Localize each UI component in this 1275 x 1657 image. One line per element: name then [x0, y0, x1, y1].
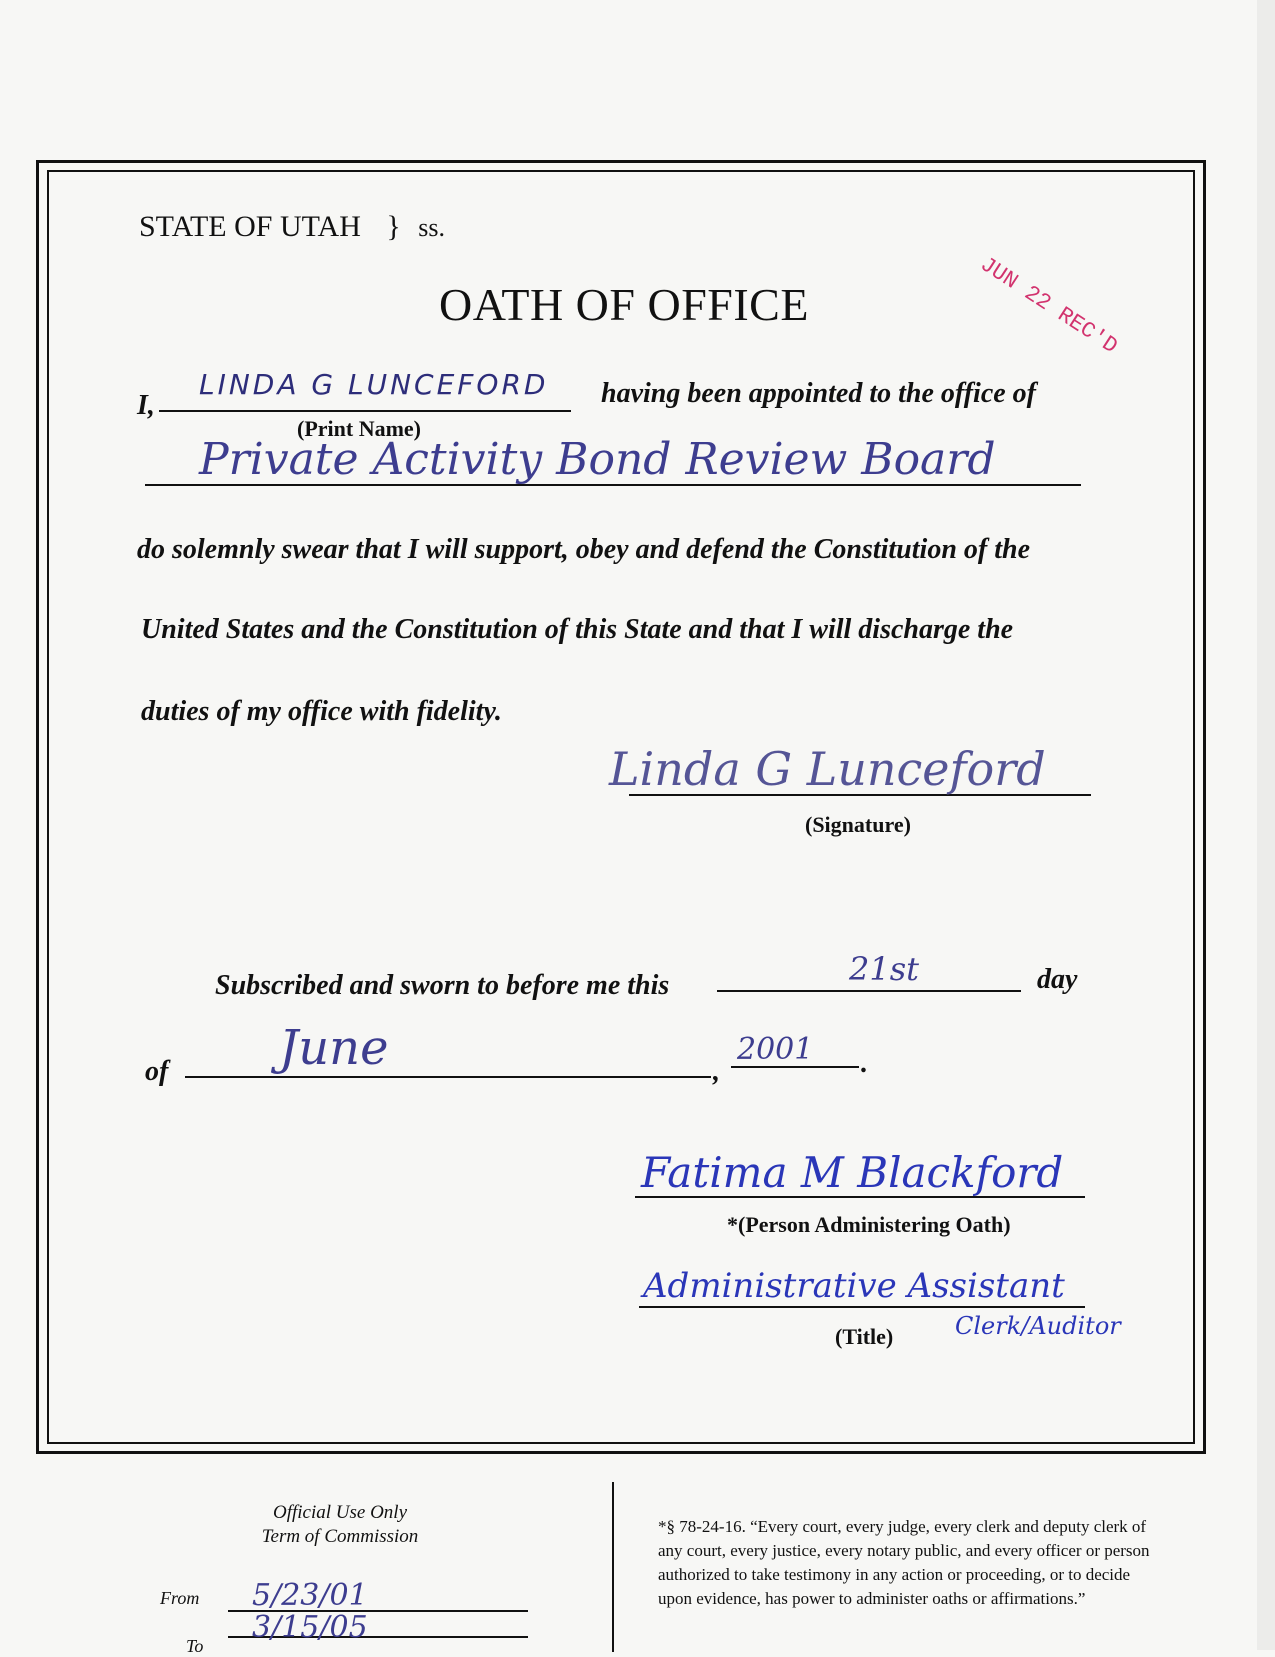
day-line [717, 990, 1021, 992]
oath-text-line-3: duties of my office with fidelity. [141, 696, 502, 727]
month-value: June [279, 1020, 389, 1076]
signature-caption: (Signature) [805, 812, 911, 837]
title-note: Clerk/Auditor [955, 1312, 1121, 1340]
term-of-commission-heading: Term of Commission [261, 1526, 419, 1547]
i-label: I, [137, 390, 155, 421]
name-line [159, 410, 571, 412]
from-label: From [160, 1588, 200, 1608]
administrator-value: Fatima M Blackford [641, 1148, 1064, 1197]
appointed-text: having been appointed to the office of [601, 378, 1036, 409]
to-label: To [186, 1636, 204, 1656]
day-value: 21st [849, 950, 919, 988]
title-caption: (Title) [835, 1324, 894, 1349]
subscribed-text: Subscribed and sworn to before me this [215, 970, 670, 1001]
bottom-section [0, 1460, 1275, 1656]
month-line [185, 1076, 711, 1078]
signature-value: Linda G Lunceford [609, 742, 1046, 796]
oath-text-line-1: do solemnly swear that I will support, obey and defend the Constitution of the [137, 534, 1030, 565]
name-caption: (Print Name) [297, 416, 422, 441]
received-stamp: JUN 22 REC'D [975, 252, 1122, 360]
year-value: 2001 [737, 1032, 814, 1067]
statute-footnote: *§ 78-24-16. “Every court, every judge, every clerk and deputy clerk of any court, every justice, every notary public, and every officer or person authorized to take testimony in any action or proceeding, or to decide upon evidence, has power to administer oaths or affirmations.” [658, 1517, 1150, 1608]
state-name: STATE OF UTAH [139, 210, 361, 243]
state-brace: } [386, 210, 401, 243]
state-heading [139, 210, 445, 244]
bottom-divider [612, 1482, 614, 1652]
official-use-heading: Official Use Only [272, 1502, 408, 1523]
oath-form-frame [36, 160, 1206, 1454]
from-value: 5/23/01 [252, 1578, 368, 1613]
to-value: 3/15/05 [252, 1610, 368, 1645]
administrator-caption: *(Person Administering Oath) [727, 1212, 1011, 1237]
day-label: day [1037, 964, 1078, 995]
name-value: LINDA G LUNCEFORD [199, 368, 549, 401]
office-value: Private Activity Bond Review Board [199, 434, 996, 485]
document-title: OATH OF OFFICE [439, 279, 809, 330]
state-ss: ss. [418, 213, 446, 242]
title-line [639, 1306, 1085, 1308]
comma: , [713, 1056, 720, 1087]
of-label: of [145, 1056, 169, 1087]
oath-text-line-2: United States and the Constitution of this State and that I will discharge the [141, 614, 1014, 645]
oath-form-inner-frame [47, 170, 1195, 1444]
title-value: Administrative Assistant [643, 1266, 1065, 1306]
period: . [861, 1048, 868, 1079]
page-edge [1257, 0, 1275, 1650]
